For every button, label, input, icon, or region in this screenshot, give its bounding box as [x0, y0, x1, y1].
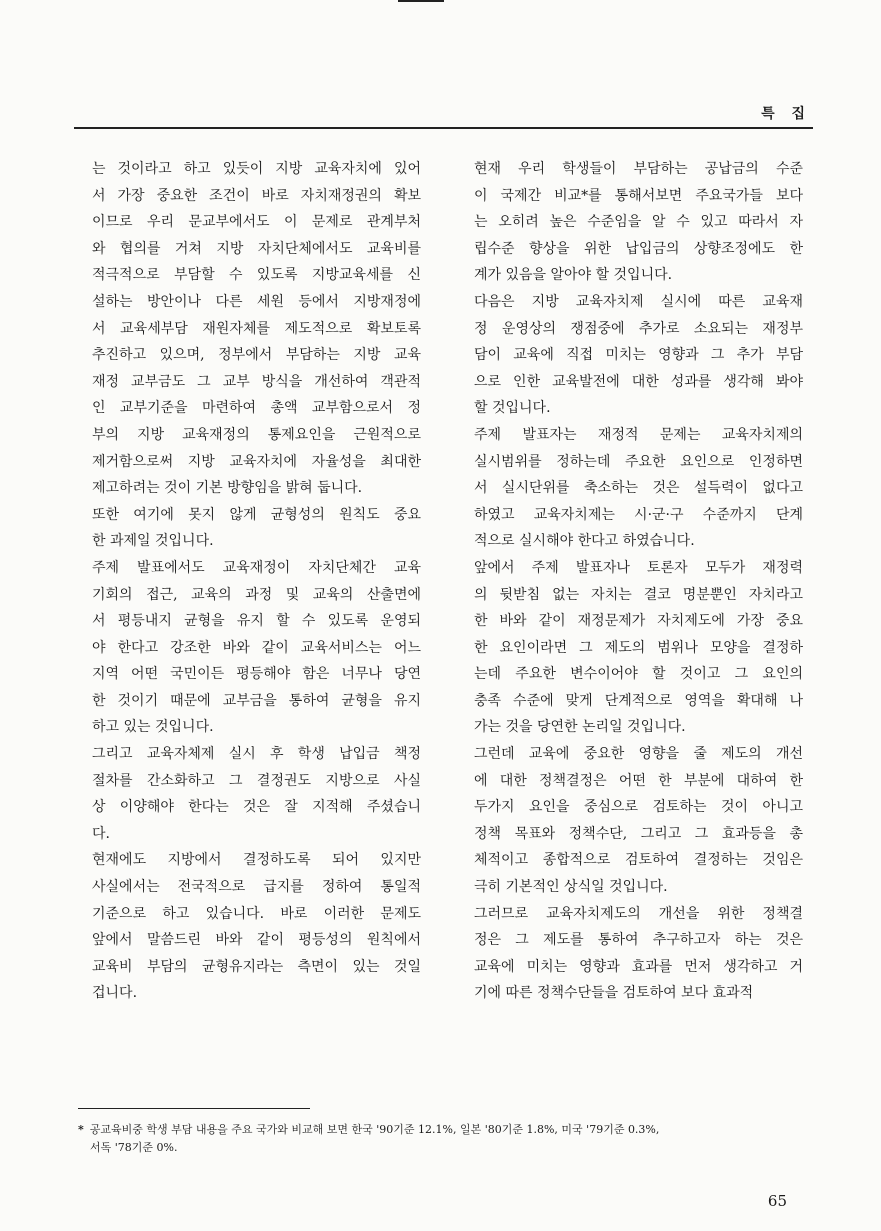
paragraph [460, 741, 803, 901]
paragraph [460, 156, 803, 289]
text-line: 재정 교부금도 그 교부 방식을 개선하여 객관적 [92, 373, 421, 390]
text-line: 기에 따른 정책수단들을 검토하여 보다 효과적 [474, 985, 754, 1002]
paragraph [460, 901, 803, 1007]
text-line: 적극적으로 부담할 수 있도록 지방교육세를 신 [92, 267, 421, 284]
text-line: 상 이양해야 한다는 것은 잘 지적해 주셨습니 [92, 799, 421, 816]
footnote-line-1 [78, 1121, 808, 1139]
text-line: 한 바와 같이 재정문제가 자치제도에 가장 중요 [474, 613, 803, 630]
text-line: 와 협의를 거쳐 지방 자치단체에서도 교육비를 [92, 240, 421, 257]
text-line: 그런데 교육에 중요한 영향을 줄 제도의 개선 [474, 746, 803, 763]
text-line: 의 뒷받침 없는 자치는 결코 명분뿐인 자치라고 [474, 586, 803, 603]
paragraph [78, 741, 421, 847]
text-line: 정은 그 제도를 통하여 추구하고자 하는 것은 [474, 932, 803, 949]
text-line: 제고하려는 것이 기본 방향임을 밝혀 둡니다. [92, 480, 363, 497]
text-line: 체적이고 종합적으로 검토하여 결정하는 것임은 [474, 852, 803, 869]
text-line: 충족 수준에 맞게 단계적으로 영역을 확대해 나 [474, 692, 803, 709]
text-line: 정 운영상의 쟁점중에 추가로 소요되는 재정부 [474, 320, 803, 337]
text-line: 절차를 간소화하고 그 결정권도 지방으로 사실 [92, 772, 421, 789]
page-number: 65 [767, 1192, 787, 1210]
text-line: 정책 목표와 정책수단, 그리고 그 효과등을 총 [474, 825, 803, 842]
text-line: 그리고 교육자체제 실시 후 학생 납입금 책정 [92, 746, 421, 763]
footnote [78, 1121, 808, 1157]
footnote-marker: * [78, 1123, 84, 1136]
left-text-column [78, 156, 421, 1007]
text-line: 인 교부기준을 마련하여 총액 교부함으로서 정 [92, 400, 421, 417]
text-line: 기준으로 하고 있습니다. 바로 이러한 문제도 [92, 905, 421, 922]
text-line: 이므로 우리 문교부에서도 이 문제로 관계부처 [92, 214, 421, 231]
text-line: 또한 여기에 못지 않게 균형성의 원칙도 중요 [92, 506, 421, 523]
text-line: 주제 발표에서도 교육재정이 자치단체간 교육 [92, 559, 421, 576]
text-line: 는 것이라고 하고 있듯이 지방 교육자치에 있어 [92, 161, 421, 177]
text-line: 하였고 교육자치제는 시·군·구 수준까지 단계 [474, 506, 803, 523]
text-line: 한 것이기 때문에 교부금을 통하여 균형을 유지 [92, 692, 421, 709]
paragraph [460, 422, 803, 555]
text-line: 추진하고 있으며, 정부에서 부담하는 지방 교육 [92, 347, 421, 364]
text-line: 다. [92, 825, 110, 842]
text-line: 으로 인한 교육발전에 대한 성과를 생각해 봐야 [474, 373, 803, 390]
text-line: 극히 기본적인 상식일 것입니다. [474, 879, 668, 896]
text-line: 는데 주요한 변수이어야 할 것이고 그 요인의 [474, 666, 803, 683]
text-line: 서 실시단위를 축소하는 것은 설득력이 없다고 [474, 480, 803, 497]
text-line: 현재에도 지방에서 결정하도록 되어 있지만 [92, 852, 421, 869]
text-line: 한 요인이라면 그 제도의 범위나 모양을 결정하 [474, 639, 803, 656]
text-line: 기회의 접근, 교육의 과정 및 교육의 산출면에 [92, 586, 421, 603]
text-line: 서 평등내지 균형을 유지 할 수 있도록 운영되 [92, 613, 421, 630]
text-line: 다음은 지방 교육자치제 실시에 따른 교육재 [474, 293, 803, 310]
text-line: 에 대한 정책결정은 어떤 한 부분에 대하여 한 [474, 772, 803, 789]
paragraph [78, 502, 421, 555]
paragraph [460, 555, 803, 741]
text-line: 주제 발표자는 재정적 문제는 교육자치제의 [474, 426, 803, 443]
text-line: 계가 있음을 알아야 할 것입니다. [474, 267, 673, 284]
text-line: 제거함으로써 지방 교육자치에 자율성을 최대한 [92, 453, 421, 470]
text-line: 적으로 실시해야 한다고 하였습니다. [474, 533, 695, 550]
footnote-text: 공교육비중 학생 부담 내용을 주요 국가와 비교해 보면 한국 '90기준 12.1%, 일본 '80기준 1.8%, 미국 '79기준 0.3%, [89, 1123, 660, 1136]
text-line: 할 것입니다. [474, 400, 551, 417]
text-line: 교육에 미치는 영향과 효과를 먼저 생각하고 거 [474, 958, 803, 975]
text-line: 담이 교육에 직접 미치는 영향과 그 추가 부담 [474, 347, 803, 364]
text-line: 서 가장 중요한 조건이 바로 자치재정권의 확보 [92, 187, 421, 204]
text-line: 앞에서 주제 발표자나 토론자 모두가 재정력 [474, 559, 803, 576]
text-line: 는 오히려 높은 수준임을 알 수 있고 따라서 자 [474, 214, 803, 231]
paragraph [78, 156, 421, 502]
text-line: 립수준 향상을 위한 납입금의 상향조정에도 한 [474, 240, 803, 257]
text-line: 교육비 부담의 균형유지라는 측면이 있는 것일 [92, 958, 421, 975]
paragraph [78, 555, 421, 741]
text-line: 이 국제간 비교*를 통해서보면 주요국가들 보다 [474, 187, 803, 204]
text-line: 실시범위를 정하는데 주요한 요인으로 인정하면 [474, 453, 803, 470]
text-line: 하고 있는 것입니다. [92, 719, 214, 736]
text-line: 가는 것을 당연한 논리일 것입니다. [474, 719, 686, 736]
text-line: 앞에서 말씀드린 바와 같이 평등성의 원칙에서 [92, 932, 421, 949]
text-line: 설하는 방안이나 다른 세원 등에서 지방재정에 [92, 293, 421, 310]
paragraph [460, 289, 803, 422]
paragraph [78, 847, 421, 1007]
text-line: 그러므로 교육자치제도의 개선을 위한 정책결 [474, 905, 803, 922]
text-line: 한 과제일 것입니다. [92, 533, 214, 550]
text-line: 두가지 요인을 중심으로 검토하는 것이 아니고 [474, 799, 803, 816]
header-rule [74, 127, 813, 129]
top-edge-mark [398, 0, 444, 2]
text-line: 사실에서는 전국적으로 급지를 정하여 통일적 [92, 879, 421, 896]
section-label: 특 집 [761, 106, 811, 122]
text-line: 부의 지방 교육재정의 통제요인을 근원적으로 [92, 426, 421, 443]
text-line: 겁니다. [92, 985, 138, 1002]
footnote-rule [78, 1108, 310, 1109]
right-text-column [460, 156, 803, 1007]
text-line: 야 한다고 강조한 바와 같이 교육서비스는 어느 [92, 639, 421, 656]
footnote-line-2: 서독 '78기준 0%. [90, 1141, 178, 1154]
text-line: 서 교육세부담 재원자체를 제도적으로 확보토록 [92, 320, 421, 337]
text-line: 현재 우리 학생들이 부담하는 공납금의 수준 [474, 161, 803, 177]
text-line: 지역 어떤 국민이든 평등해야 함은 너무나 당연 [92, 666, 421, 683]
